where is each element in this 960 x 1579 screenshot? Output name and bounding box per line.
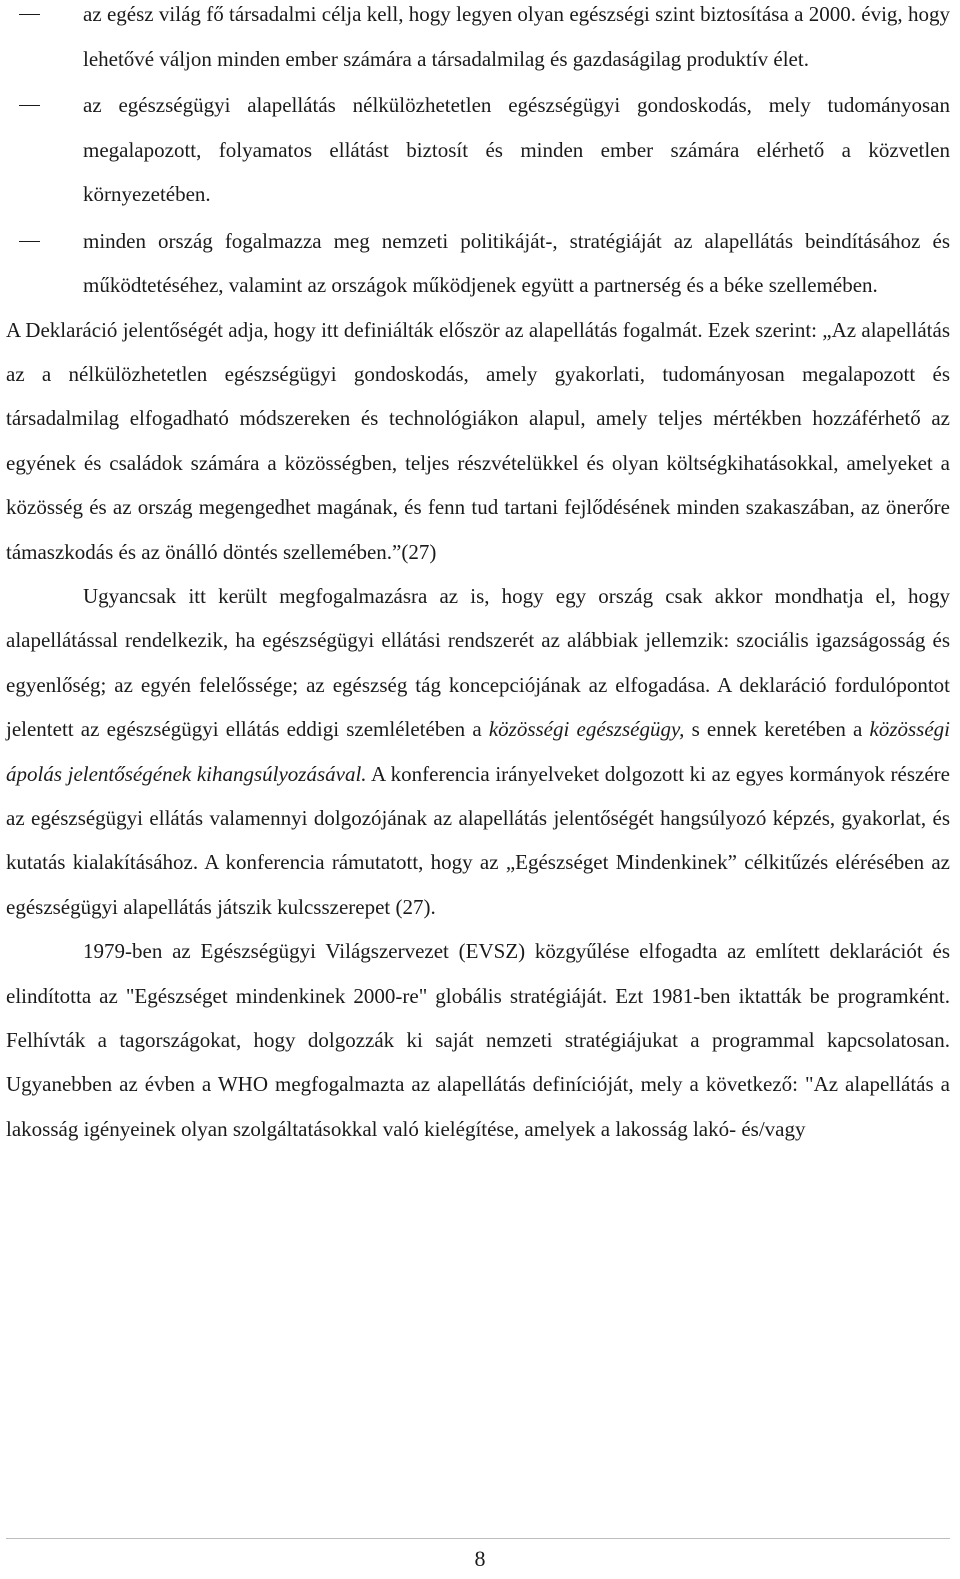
- bullet-text: minden ország fogalmazza meg nemzeti politikáját-, stratégiáját az alapellátás beindításához és működtetéséhez, valamint az országok működjenek együtt a partnerség és a béke szellemében.: [83, 228, 950, 297]
- emphasis-text: közösségi egészségügy,: [488, 717, 685, 742]
- bullet-text: az egész világ fő társadalmi célja kell, hogy legyen olyan egészségi szint biztosítása a 2000. évig, hogy lehetővé váljon minden ember számára a társadalmilag és gazdaságilag produktív élet.: [83, 2, 950, 71]
- bullet-item: [6, 219, 950, 308]
- dash-bullet-icon: [19, 241, 40, 242]
- paragraph-conditions: [6, 574, 950, 929]
- bullet-item: [6, 83, 950, 217]
- dash-bullet-icon: [19, 105, 40, 106]
- paragraph-text: A konferencia irányelveket dolgozott ki az egyes kormányok részére az egészségügyi ellátás valamennyi dolgozójának az alapellátás jelentőségét hangsúlyozó képzés, gyakorlat, és kutatás kialakításához. A konferencia rámutatott, hogy az „Egészséget Mindenkinek” célkitűzés elérésében az egészségügyi alapellátás játszik kulcsszerepet (27).: [6, 761, 950, 919]
- footer-divider: [6, 1538, 950, 1539]
- paragraph-who-strategy: 1979-ben az Egészségügyi Világszervezet (EVSZ) közgyűlése elfogadta az említett deklarációt és elindította az "Egészséget mindenkinek 2000-re" globális stratégiáját. Ezt 1981-ben iktatták be programként. Felhívták a tagországokat, hogy dolgozzák ki saját nemzeti stratégiájukat a programmal kapcsolatosan. Ugyanebben az évben a WHO megfogalmazta az alapellátás definícióját, mely a következő: "Az alapellátás a lakosság igényeinek olyan szolgáltatásokkal való kielégítése, amelyek a lakosság lakó- és/vagy: [6, 939, 950, 1141]
- paragraph-definition: A Deklaráció jelentőségét adja, hogy itt definiálták először az alapellátás fogalmát. Ezek szerint: „Az alapellátás az a nélkülözhetetlen egészségügyi gondoskodás, amely gyakorlati, tudományosan megalapozott és társadalmilag elfogadható módszereken és technológiákon alapul, amely teljes mértékben hozzáférhető az egyének és családok számára a közösségben, teljes részvételükkel és olyan költségkihatásokkal, amelyeket a közösség és az ország megengedhet magának, és fenn tud tartani fejlődésének minden szakaszában, az önerőre támaszkodás és az önálló döntés szellemében.”(27): [6, 317, 950, 564]
- paragraph-text: Ugyancsak itt került megfogalmazásra az is, hogy egy ország csak akkor mondhatja el, hogy alapellátással rendelkezik, ha egészségügyi ellátási rendszerét az alábbiak jellemzik: szociális igazságosság és egyenlőség; az egyén felelőssége; az egészség tág koncepciójának az elfogadása. A deklaráció fordulópontot jelentett az egészségügyi ellátás eddigi szemléletében a: [6, 583, 950, 742]
- paragraph-text: s ennek keretében a: [684, 717, 870, 742]
- dash-bullet-icon: [19, 14, 40, 15]
- bullet-item: [6, 0, 950, 81]
- page-number: 8: [474, 1546, 486, 1571]
- emphasis-text: közösségi ápolás jelentőségének kihangsúlyozásával.: [6, 717, 950, 786]
- bullet-text: az egészségügyi alapellátás nélkülözhetetlen egészségügyi gondoskodás, mely tudományosan megalapozott, folyamatos ellátást biztosít és minden ember számára elérhető a közvetlen környezetében.: [83, 93, 950, 206]
- page-body: [6, 0, 950, 1151]
- bullet-list: [6, 0, 950, 308]
